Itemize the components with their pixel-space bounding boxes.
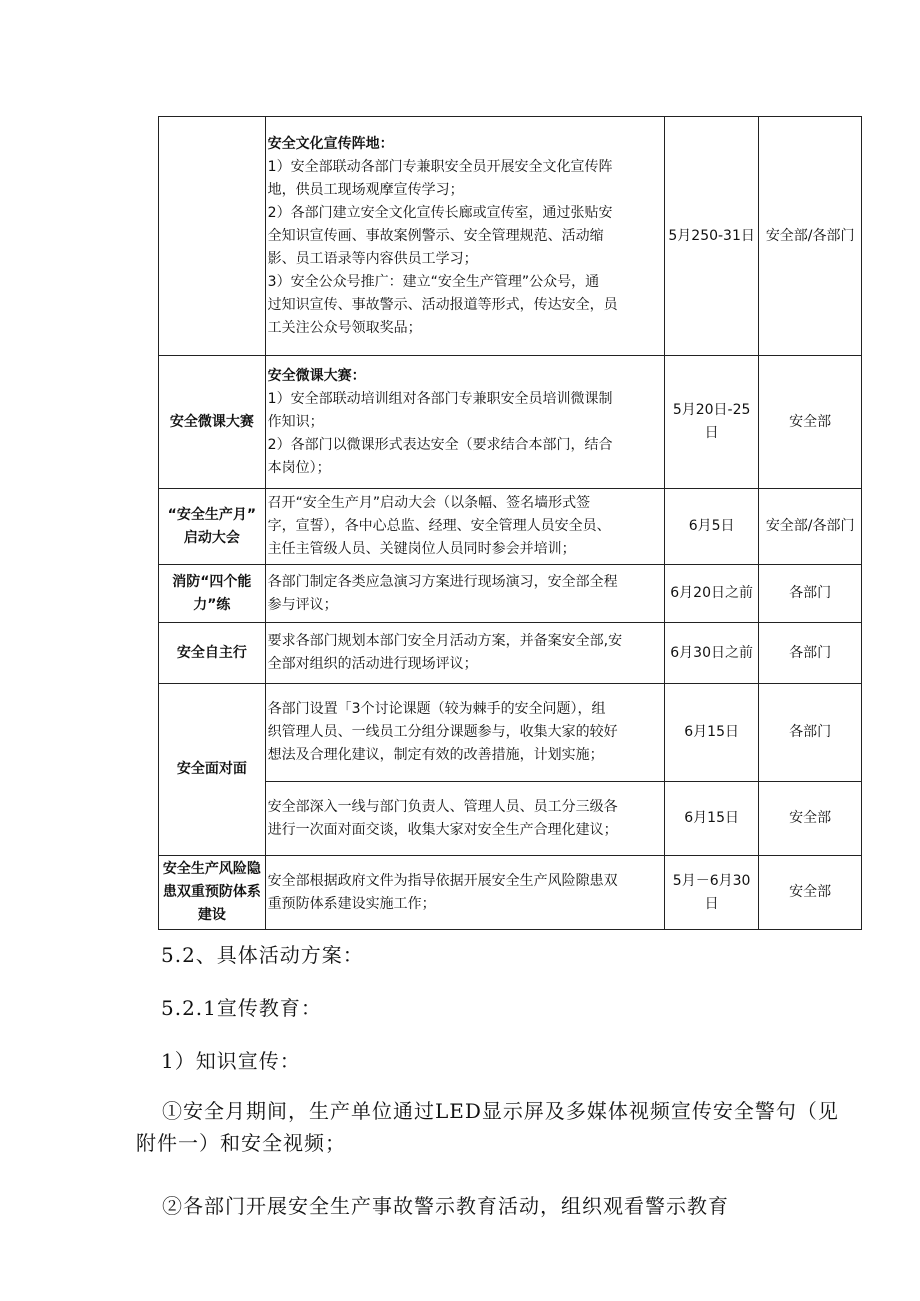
department-cell: 各部门 [759,684,862,782]
activity-name-line: 力”练 [193,596,231,613]
activity-content-cell [265,623,664,684]
content-line: 全知识宣传画、事故案例警示、安全管理规范、活动缩 [267,227,604,244]
content-line: 2）各部门建立安全文化宣传长廊或宣传室，通过张贴安 [267,204,613,221]
department-cell: 安全部/各部门 [759,489,862,565]
content-line: 安全部根据政府文件为指导依据开展安全生产风险隙患双 [267,872,618,889]
activity-content-cell [265,782,664,856]
department-cell: 各部门 [759,565,862,623]
paragraph-line: 附件一）和安全视频； [136,1131,346,1155]
section-heading: 5.2、具体活动方案： [161,943,364,967]
content-title: 安全文化宣传阵地： [267,135,394,152]
time-cell: 5月20日-25日 [664,356,758,489]
content-line: 全部对组织的活动进行现场评议； [267,656,478,672]
department-cell: 安全部 [759,782,862,856]
time-cell: 6月15日 [664,782,758,856]
content-line: 安全部深入一线与部门负责人、管理人员、员工分三级各 [267,798,618,815]
content-line: 工关注公众号领取奖品； [267,319,422,336]
activity-name-line: 安全生产风险隐 [162,861,261,877]
activity-name-cell: 安全微课大赛 [159,356,266,489]
content-line: 主任主管级人员、关键岗位人员同时参会并培训； [267,541,576,557]
content-line: 召开“安全生产月”启动大会（以条幅、签名墙形式签 [267,495,591,511]
time-cell: 5月250-31日 [664,117,758,356]
activity-content-cell [265,565,664,623]
content-line: 2）各部门以微课形式表达安全（要求结合本部门，结合 [267,436,613,453]
department-cell: 安全部/各部门 [759,117,862,356]
activity-content-cell [265,684,664,782]
activity-table [158,116,862,930]
table-row [159,117,862,356]
content-line: 影、员工语录等内容供员工学习； [267,250,478,267]
activity-name-line: 消防“四个能 [172,573,252,590]
content-line: 各部门设置「3个讨论课题（较为棘手的安全问题），组 [267,701,606,717]
time-cell: 6月5日 [664,489,758,565]
content-line: 1）安全部联动培训组对各部门专兼职安全员培训微课制 [267,390,613,407]
content-line: 重预防体系建设实施工作； [267,895,436,912]
activity-name-cell [159,489,266,565]
table-row [159,356,862,489]
content-line: 想法及合理化建议，制定有效的改善措施，计划实施； [267,747,604,763]
content-line: 1）安全部联动各部门专兼职安全员开展安全文化宣传阵 [267,158,613,175]
activity-name-cell [159,117,266,356]
content-line: 3）安全公众号推广：建立“安全生产管理”公众号，通 [267,273,600,290]
activity-content-cell [265,489,664,565]
content-line: 要求各部门规划本部门安全月活动方案，并备案安全部,安 [267,633,623,649]
activity-name-line: “安全生产月” [167,506,257,523]
activity-name-line: 患双重预防体系 [162,884,261,900]
content-line: 进行一次面对面交谈，收集大家对安全生产合理化建议； [267,821,618,838]
content-line: 字，宣誓），各中心总监、经理、安全管理人员安全员、 [267,518,611,534]
table-row [159,489,862,565]
department-cell: 各部门 [759,623,862,684]
activity-content-cell [265,856,664,930]
activity-content-cell [265,117,664,356]
time-cell: 6月20日之前 [664,565,758,623]
content-line: 本岗位）； [267,459,331,476]
content-line: 地，供员工现场观摩宣传学习； [267,181,464,198]
department-cell: 安全部 [759,356,862,489]
activity-name-line: 启动大会 [183,529,240,546]
time-cell: 6月30日之前 [664,623,758,684]
content-line: 参与评议； [267,596,338,613]
activity-name-cell [159,856,266,930]
content-line: 织管理人员、一线员工分组分课题参与，收集大家的较好 [267,724,618,740]
subsection-heading: 5.2.1宣传教育： [161,996,322,1020]
time-cell: 6月15日 [664,684,758,782]
table-row [159,623,862,684]
content-line: 各部门制定各类应急演习方案进行现场演习，安全部全程 [267,573,618,590]
activity-content-cell [265,356,664,489]
paragraph-line: ①安全月期间，生产单位通过LED显示屏及多媒体视频宣传安全警句（见 [162,1099,839,1123]
activity-name-line: 建设 [197,907,226,923]
content-line: 作知识； [267,413,324,430]
content-title: 安全微课大赛： [267,367,366,384]
activity-name-cell [159,565,266,623]
table-row [159,856,862,930]
table-row [159,684,862,782]
content-line: 过知识宣传、事故警示、活动报道等形式，传达安全，员 [267,296,618,313]
time-cell: 5月－6月30日 [664,856,758,930]
table-row [159,565,862,623]
activity-name-cell: 安全面对面 [159,684,266,856]
activity-name-cell: 安全自主行 [159,623,266,684]
item-heading: 1）知识宣传： [161,1049,301,1073]
paragraph-line: ②各部门开展安全生产事故警示教育活动，组织观看警示教育 [162,1194,729,1218]
department-cell: 安全部 [759,856,862,930]
